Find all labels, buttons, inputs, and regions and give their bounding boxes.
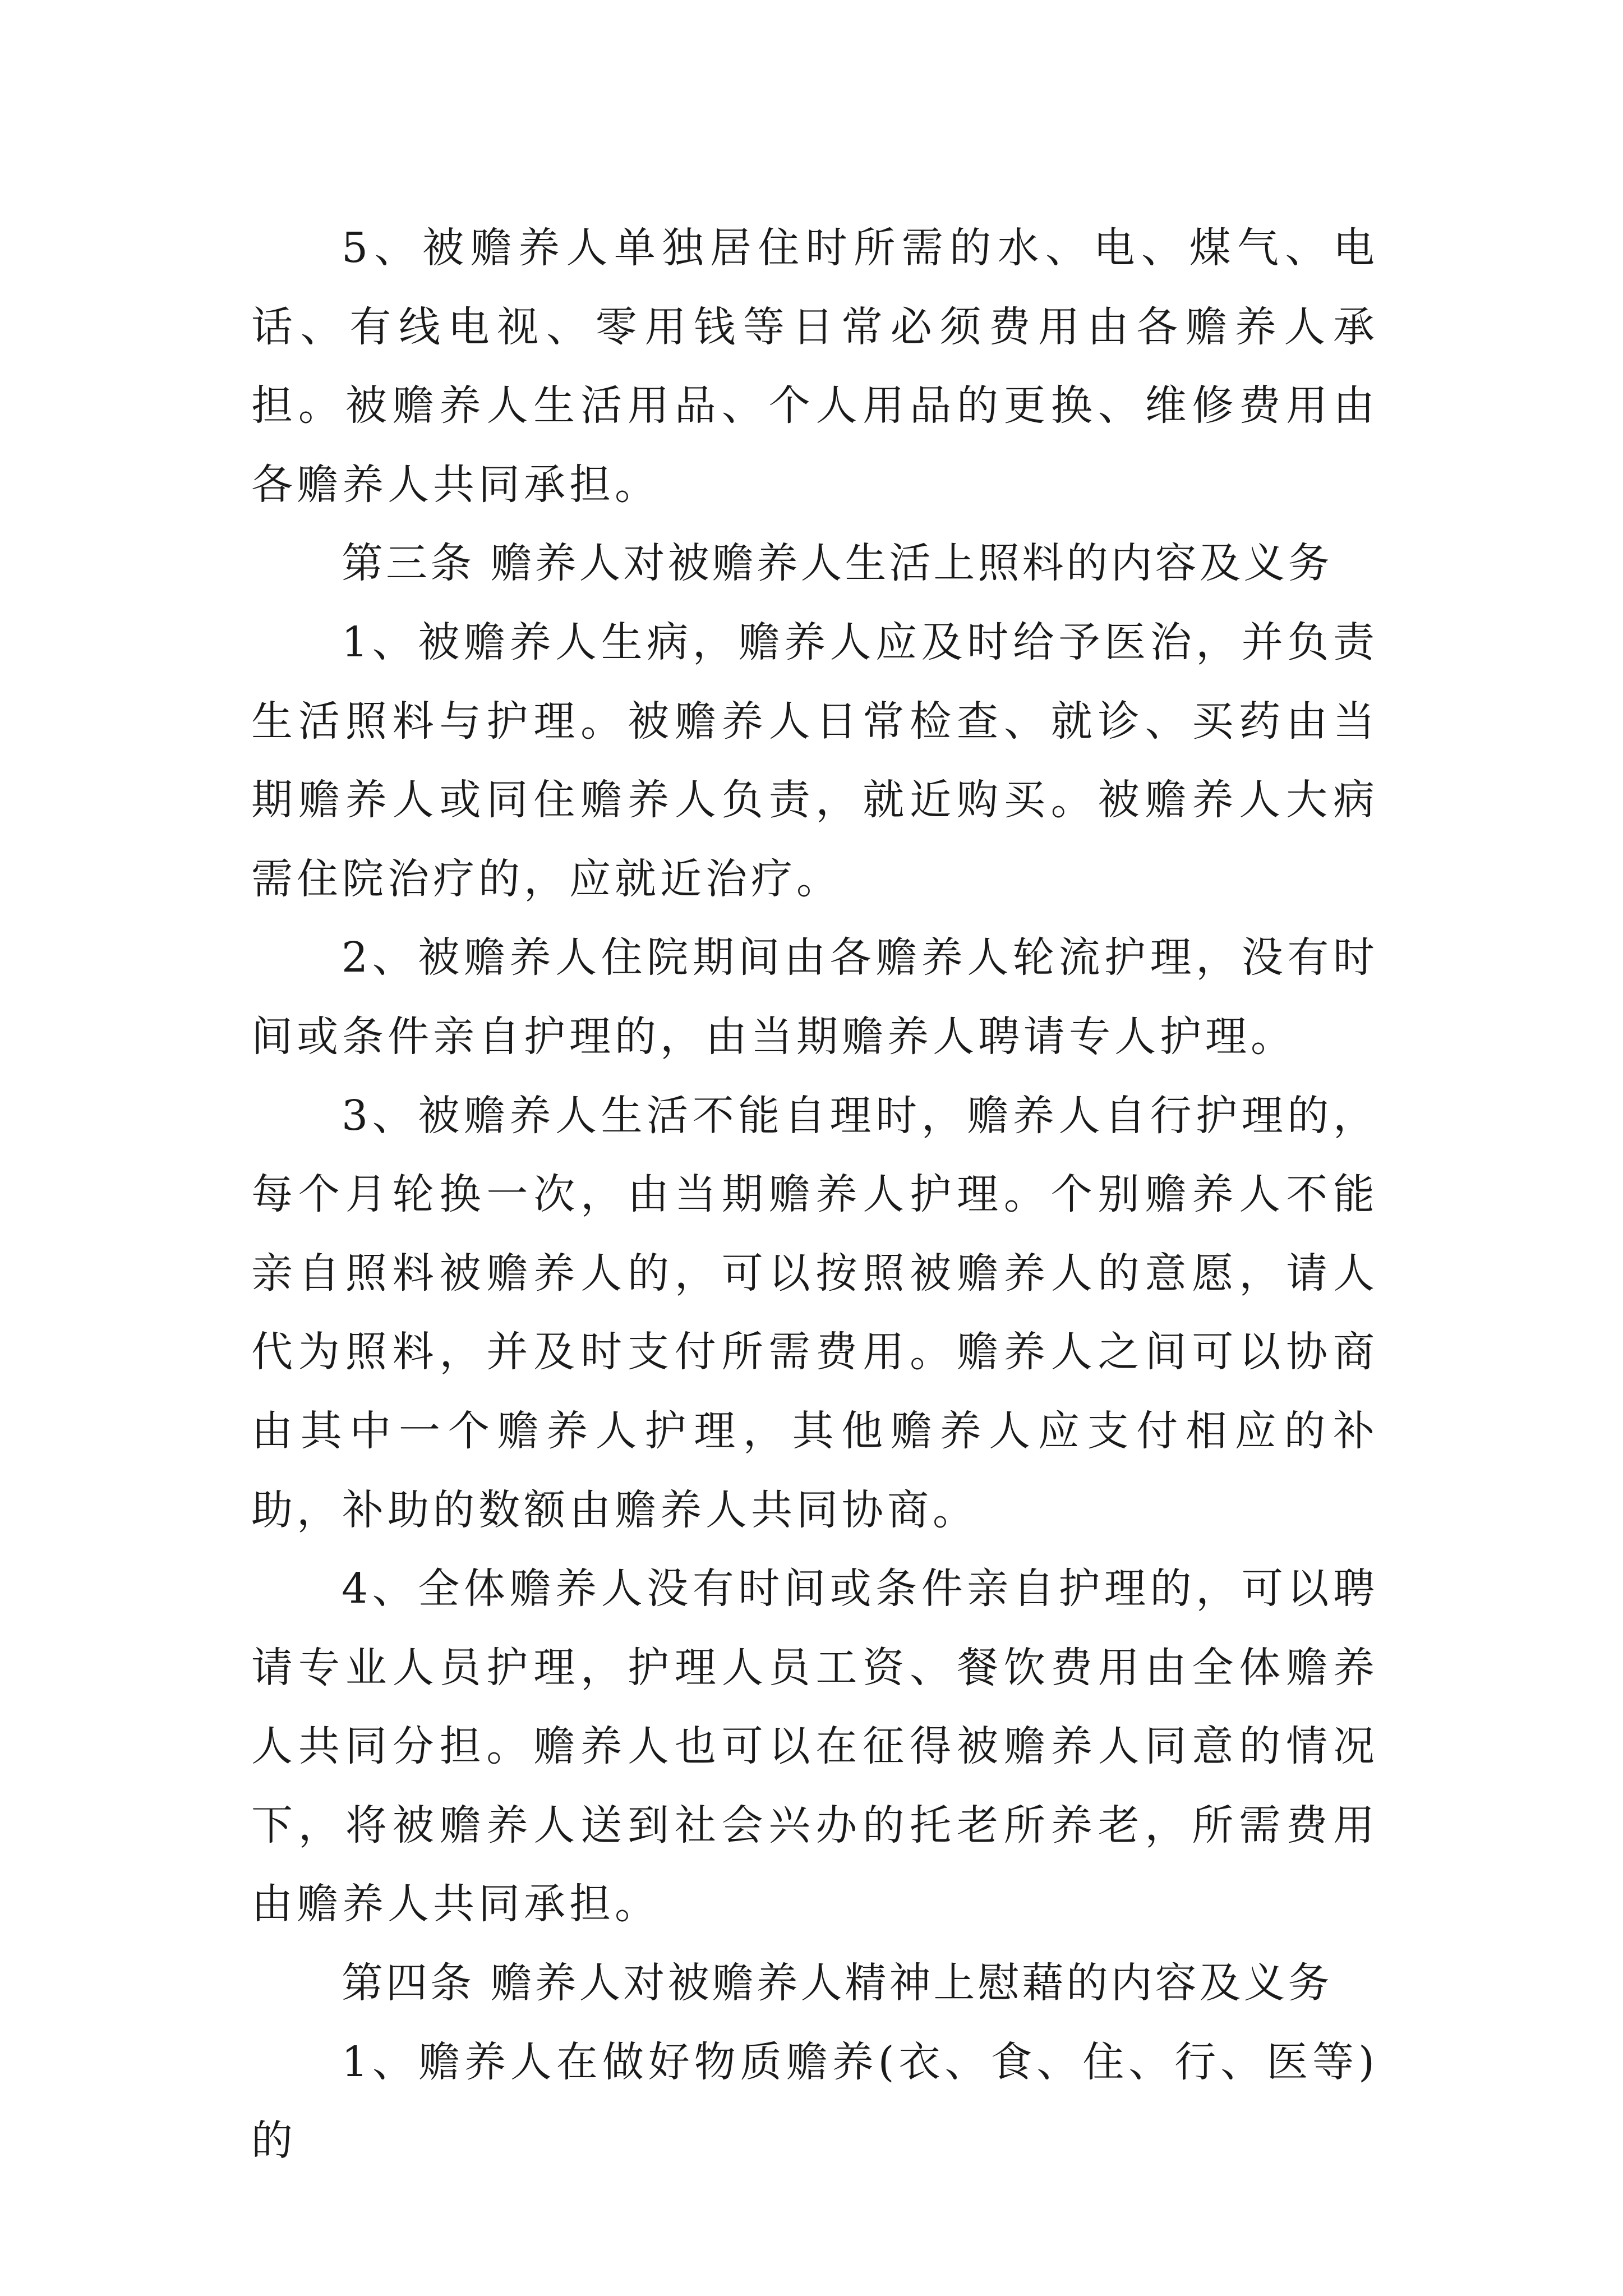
- clause-item-5-expenses: 5、被赡养人单独居住时所需的水、电、煤气、电话、有线电视、零用钱等日常必须费用由各赡养人承担。被赡养人生活用品、个人用品的更换、维修费用由各赡养人共同承担。: [251, 224, 1378, 509]
- article-3-item-1: 1、被赡养人生病，赡养人应及时给予医治，并负责生活照料与护理。被赡养人日常检查、就诊、买药由当期赡养人或同住赡养人负责，就近购买。被赡养人大病需住院治疗的，应就近治疗。: [251, 618, 1378, 903]
- article-3-item-2: 2、被赡养人住院期间由各赡养人轮流护理，没有时间或条件亲自护理的，由当期赡养人聘请专人护理。: [251, 933, 1378, 1061]
- document-body: [251, 209, 1378, 2180]
- article-4-item-1: 1、赡养人在做好物质赡养(衣、食、住、行、医等)的: [251, 2037, 1378, 2165]
- article-3-item-4: 4、全体赡养人没有时间或条件亲自护理的，可以聘请专业人员护理，护理人员工资、餐饮费用由全体赡养人共同分担。赡养人也可以在征得被赡养人同意的情况下，将被赡养人送到社会兴办的托老所养老，所需费用由赡养人共同承担。: [251, 1565, 1378, 1929]
- article-4-heading: 第四条 赡养人对被赡养人精神上慰藉的内容及义务: [342, 1959, 1332, 2008]
- article-3-item-3: 3、被赡养人生活不能自理时，赡养人自行护理的，每个月轮换一次，由当期赡养人护理。个别赡养人不能亲自照料被赡养人的，可以按照被赡养人的意愿，请人代为照料，并及时支付所需费用。赡养人之间可以协商由其中一个赡养人护理，其他赡养人应支付相应的补助，补助的数额由赡养人共同协商。: [251, 1091, 1378, 1534]
- article-3-heading: 第三条 赡养人对被赡养人生活上照料的内容及义务: [342, 539, 1332, 588]
